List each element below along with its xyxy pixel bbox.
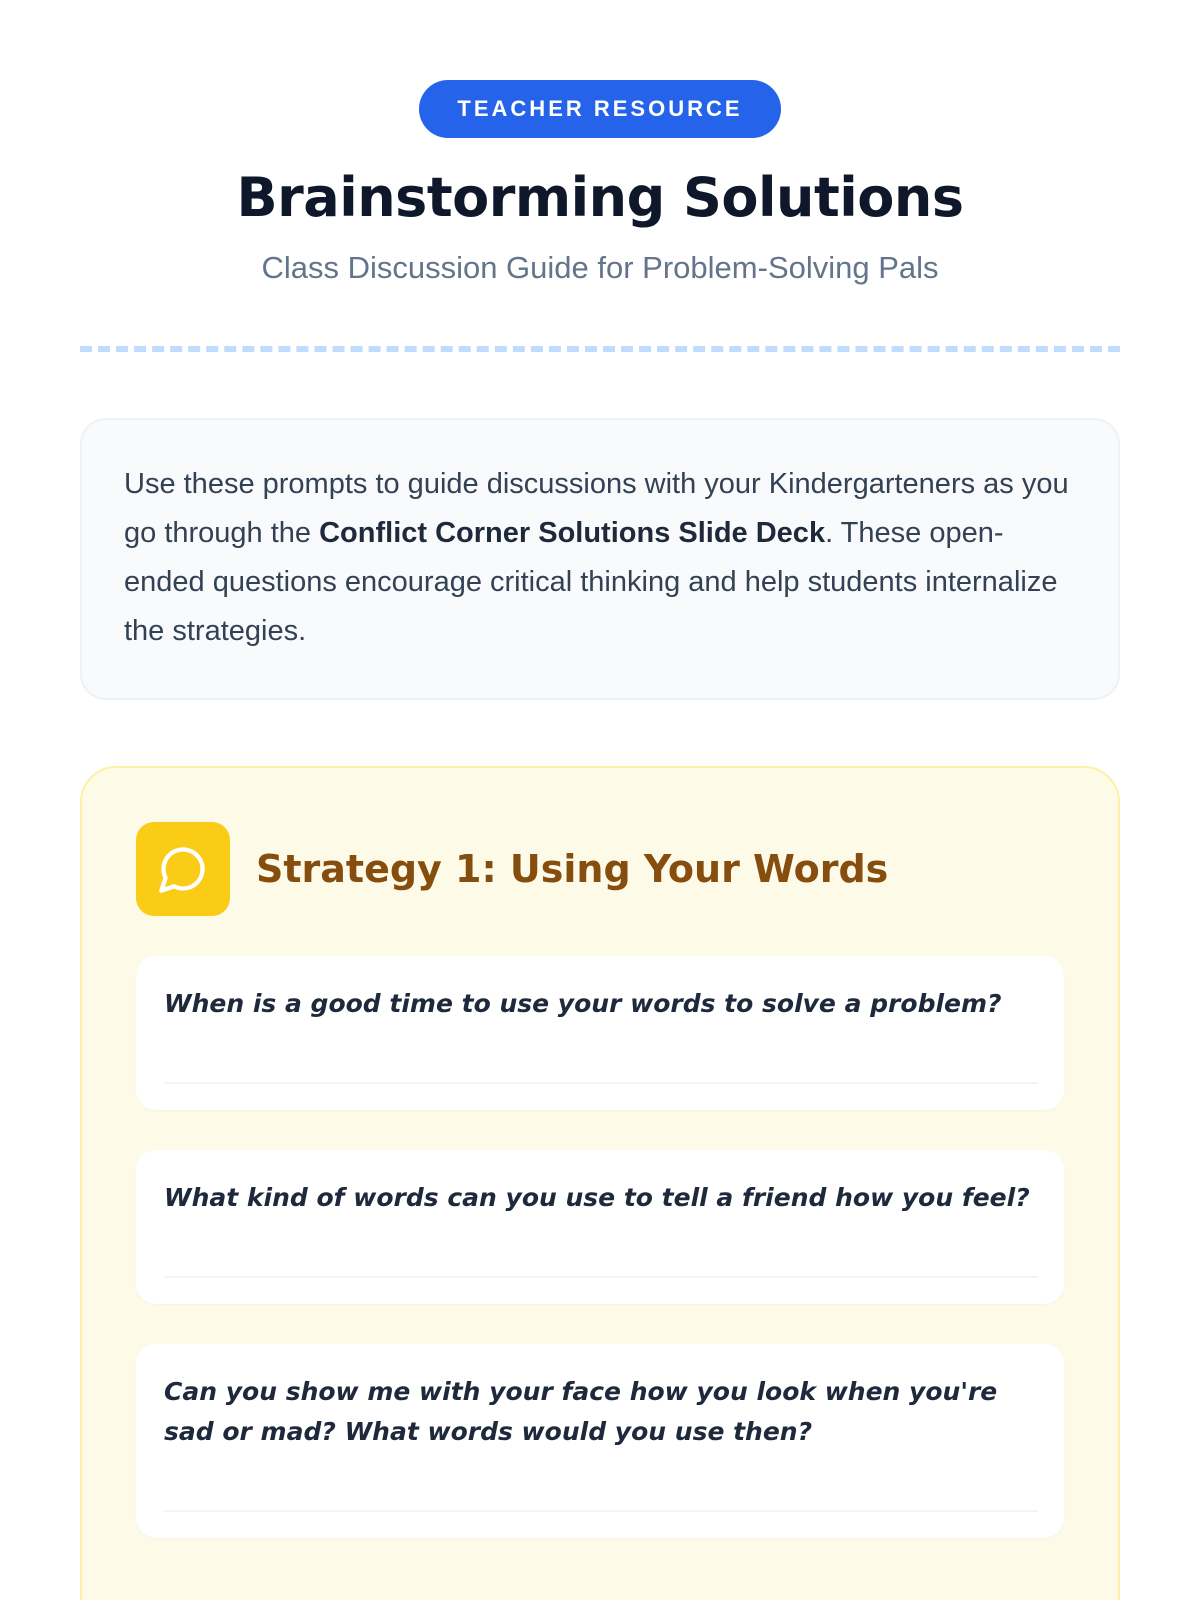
answer-line: [164, 1510, 1038, 1512]
question-text: Can you show me with your face how you look when you're sad or mad? What words would you use then?: [164, 1377, 998, 1446]
dashed-divider: [80, 346, 1120, 352]
page-title: Brainstorming Solutions: [236, 166, 964, 229]
answer-line: [164, 1276, 1038, 1278]
question-card: [136, 1344, 1064, 1538]
strategy-card: [80, 766, 1120, 1600]
question-text: What kind of words can you use to tell a friend how you feel?: [164, 1183, 1030, 1212]
answer-line: [164, 1082, 1038, 1084]
strategy-title: Strategy 1: Using Your Words: [256, 847, 889, 891]
question-card: [136, 1150, 1064, 1304]
intro-text-after: . These open-ended questions encourage critical thinking and help students internalize the strategies.: [124, 517, 1058, 647]
question-text: When is a good time to use your words to solve a problem?: [164, 989, 1002, 1018]
teacher-resource-badge: TEACHER RESOURCE: [419, 80, 780, 138]
intro-text-before: Use these prompts to guide discussions with your Kindergarteners as you go through the: [124, 468, 1069, 549]
speech-bubble-icon: [136, 822, 230, 916]
page-subtitle: Class Discussion Guide for Problem-Solving Pals: [261, 250, 939, 285]
intro-box: [80, 418, 1120, 700]
intro-slide-deck-name: Conflict Corner Solutions Slide Deck: [319, 517, 826, 549]
question-card: [136, 956, 1064, 1110]
header: [80, 80, 1120, 288]
strategy-header: [136, 822, 1064, 916]
